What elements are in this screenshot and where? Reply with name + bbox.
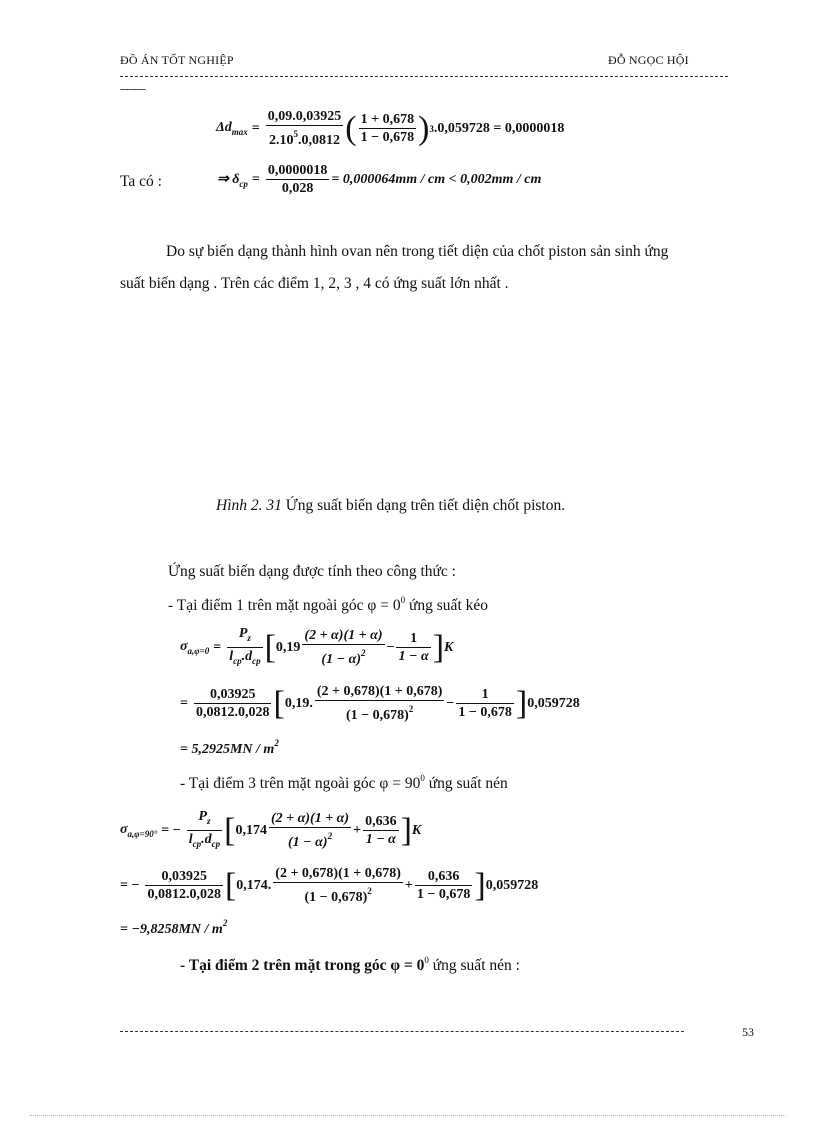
- point1-lhs-sub: a,φ=0: [187, 646, 210, 656]
- point1-sub-fden-exp: 2: [408, 704, 414, 714]
- point3-lhs: σ: [120, 822, 128, 837]
- point3-ld: l: [188, 832, 193, 847]
- point1-lhs: σ: [180, 639, 188, 654]
- point3-pz: P: [198, 809, 207, 824]
- header-right: ĐỖ NGỌC HỘI: [608, 53, 689, 67]
- eq-delta-num1: 0,09.0,03925: [267, 109, 342, 124]
- header-divider-tail: ---------: [120, 84, 146, 95]
- point1-sub-one: 1: [456, 686, 513, 704]
- point3-heading: [180, 773, 508, 793]
- point1-sub-f2: [456, 686, 513, 721]
- point3-result-text: = −9,8258MN / m: [120, 922, 223, 937]
- point3-c2: 0,636: [365, 814, 397, 829]
- point1-sub-oneden: 1 − 0,678: [458, 705, 512, 720]
- point3-substitution: = − $\frac{0,03925}{0,0812.0,028}$ [ 0,174. $\frac{(2 + 0,678)(1 + 0,678)}{(1 - 0,678)^2}$ + $\frac{0,636}{1 - 0,678}$ ] 0,059728: [120, 866, 539, 905]
- eq-delta-frac1: [266, 108, 344, 149]
- point3-f1: [269, 810, 351, 851]
- header-left: ĐỒ ÁN TỐT NGHIỆP: [120, 53, 234, 67]
- point3-lhs-sub: a,φ=90°: [127, 829, 158, 839]
- figure-caption: [216, 497, 565, 515]
- point1-sub-frac: [194, 686, 272, 721]
- eq-delta-frac2: [359, 111, 416, 146]
- point1-result-text: = 5,2925MN / m: [180, 742, 275, 757]
- figure-caption-label: Hình 2. 31: [216, 497, 282, 514]
- point1-ld: l: [229, 649, 234, 664]
- point3-pz-sub: z: [206, 816, 211, 826]
- point3-sub-tail: 0,059728: [485, 877, 539, 893]
- point3-sub-oneden: 1 − 0,678: [416, 887, 471, 902]
- point1-one: 1: [396, 630, 430, 648]
- figure-caption-text: Ứng suất biến dạng trên tiết diện chốt piston.: [281, 497, 566, 514]
- point2-heading: [180, 955, 520, 975]
- point1-coef: 0,19: [275, 639, 301, 655]
- point1-sub-fnum: (2 + 0,678)(1 + 0,678): [316, 684, 443, 699]
- point3-sub-fden: (1 − 0,678): [304, 890, 368, 905]
- point3-fden-exp: 2: [327, 831, 333, 841]
- eq-check-frac: [266, 162, 330, 197]
- eq-check-den: 0,028: [281, 181, 314, 196]
- eq-delta-den1: 2.10: [269, 133, 294, 148]
- point1-ld-sub: cp: [233, 656, 242, 666]
- point1-f1: [302, 627, 384, 668]
- eq-delta-lhs: Δd: [216, 120, 232, 135]
- point1-sub-tail: 0,059728: [527, 695, 580, 711]
- point1-text: - Tại điểm 1 trên mặt ngoài góc φ = 0: [168, 597, 401, 614]
- point1-result-exp: 2: [274, 738, 279, 748]
- point1-pz-frac: [227, 625, 262, 670]
- point1-sub-minus: −: [446, 695, 455, 711]
- point3-sub-den: 0,0812.0,028: [147, 887, 221, 902]
- point3-coef: 0,174: [235, 822, 267, 838]
- point3-sub-plus: +: [404, 877, 413, 893]
- eq-check-arrow: ⇒ δ: [217, 171, 240, 187]
- point1-sub-num: 0,03925: [194, 686, 272, 704]
- point3-sub-f2: [415, 868, 472, 903]
- point3-sub-fden-exp: 2: [367, 886, 372, 896]
- point3-plus: +: [353, 822, 362, 838]
- point3-sub-f1: [273, 865, 403, 906]
- ta-co-label: Ta có :: [120, 173, 162, 190]
- point3-sub-num: 0,03925: [145, 868, 223, 886]
- point3-dd: .d: [201, 832, 212, 847]
- point3-sub-frac: [145, 868, 223, 903]
- footer-divider: [120, 1031, 684, 1032]
- point1-sub-fden: (1 − 0,678): [345, 708, 409, 723]
- point1-fden-exp: 2: [360, 648, 366, 658]
- point2-text: - Tại điểm 2 trên mặt trong góc φ = 0: [180, 957, 425, 974]
- point1-substitution: = $\frac{0,03925}{0,0812.0,028}$ [ 0,19. $\frac{(2 + 0,678)(1 + 0,678)}{(1 - 0,678)^2}$ − $\frac{1}{1 - 0,678}$ ] 0,059728: [180, 684, 580, 723]
- point3-dd-sub: cp: [211, 839, 221, 849]
- equation-delta-dmax: $\Delta d_{max}$ = $\frac{0,09.0,03925}{2.10^5.0,0812}$ ( $\frac{1 + 0,678}{1 - 0,678}$ ) 3 .0,059728 = 0,0000018: [216, 109, 565, 148]
- point3-pz-frac: [187, 808, 222, 853]
- point3-text: - Tại điểm 3 trên mặt ngoài góc φ = 90: [180, 775, 421, 792]
- eq-delta-den2: 1 − 0,678: [360, 130, 415, 145]
- point1-minus: −: [386, 639, 395, 655]
- point2-deg: 0: [424, 955, 429, 965]
- point3-sub-fnum: (2 + 0,678)(1 + 0,678): [275, 866, 401, 881]
- point1-dd: .d: [241, 649, 253, 664]
- point3-ld-sub: cp: [192, 839, 202, 849]
- point3-deg: 0: [420, 773, 425, 783]
- point1-sub-coef: 0,19.: [284, 695, 313, 711]
- eq-check-num: 0,0000018: [267, 163, 328, 178]
- paragraph-line-1: Do sự biến dạng thành hình ovan nên trong tiết diện của chốt piston sản sinh ứng: [166, 243, 669, 260]
- point1-K: K: [444, 639, 454, 655]
- point2-text2: ứng suất nén :: [428, 957, 520, 974]
- point1-heading: [168, 595, 488, 615]
- equation-delta-check: ⇒ $\delta_{cp}$ = $\frac{0,0000018}{0,028}$ = 0,000064mm / cm < 0,002mm / cm: [217, 163, 542, 196]
- point1-fden: (1 − α): [321, 652, 361, 667]
- eq-delta-exp: 3: [429, 123, 434, 134]
- eq-delta-den1-tail: .0,0812: [298, 133, 341, 148]
- eq-delta-num2: 1 + 0,678: [360, 112, 415, 127]
- eq-delta-tail: .0,059728 = 0,0000018: [433, 120, 565, 136]
- eq-check-sub: cp: [239, 178, 248, 189]
- point1-oneden: 1 − α: [398, 649, 429, 664]
- point1-text2: ứng suất kéo: [405, 597, 488, 614]
- point3-fden: (1 − α): [288, 835, 328, 850]
- point3-formula: $\sigma_{a,\varphi=90^\circ}$ = − $\frac{P_z}{l_{cp}.d_{cp}}$ [ 0,174 $\frac{(2 + \alpha)(1 + \alpha)}{(1 - \alpha)^2}$ + $\frac{0,636}{1 - \alpha}$ ] K: [120, 808, 421, 853]
- eq-check-tail: = 0,000064mm / cm < 0,002mm / cm: [331, 171, 542, 187]
- point3-sub-coef: 0,174.: [236, 877, 272, 893]
- point1-formula: $\sigma_{a,\varphi=0}$ = $\frac{P_z}{l_{cp}.d_{cp}}$ [ 0,19 $\frac{(2 + \alpha)(1 + \alpha)}{(1 - \alpha)^2}$ − $\frac{1}{1 - \alpha}$ ] K: [180, 625, 453, 670]
- eq-delta-lhs-sub: max: [231, 127, 248, 137]
- point3-result-exp: 2: [222, 918, 228, 928]
- page-number: 53: [742, 1025, 754, 1039]
- formula-intro: Ứng suất biến dạng được tính theo công thức :: [168, 563, 456, 580]
- point3-f2: [363, 813, 399, 848]
- point1-pz-sub: z: [247, 633, 251, 643]
- point1-sub-den: 0,0812.0,028: [195, 705, 270, 720]
- point1-sub-f1: [315, 683, 445, 724]
- point3-sub-c2: 0,636: [415, 868, 472, 886]
- point3-result: [120, 918, 227, 938]
- point3-K: K: [411, 822, 422, 838]
- point3-fnum: (2 + α)(1 + α): [270, 811, 350, 826]
- header-divider: [120, 76, 728, 77]
- point1-result: [180, 738, 279, 758]
- point1-fnum: (2 + α)(1 + α): [304, 628, 383, 643]
- point1-f2: [396, 630, 430, 665]
- paragraph-line-2: suất biến dạng . Trên các điểm 1, 2, 3 , 4 có ứng suất lớn nhất .: [120, 275, 509, 292]
- point1-deg: 0: [400, 595, 406, 605]
- bottom-dotted-border: [30, 1115, 786, 1116]
- point3-text2: ứng suất nén: [424, 775, 508, 792]
- eq-delta-den1-exp: 5: [293, 129, 299, 139]
- point1-pz: P: [238, 626, 248, 641]
- point3-oneden: 1 − α: [365, 832, 396, 847]
- point1-dd-sub: cp: [252, 656, 261, 666]
